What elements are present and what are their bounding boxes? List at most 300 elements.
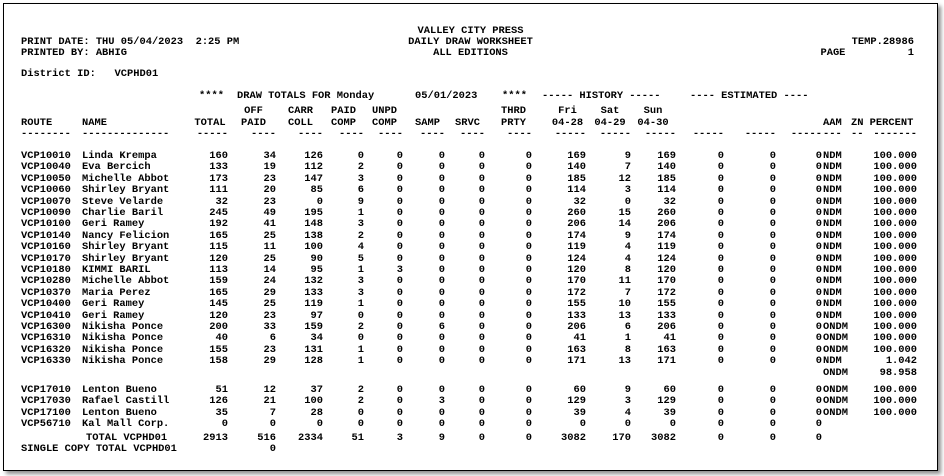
table-cell: 39 [663, 407, 676, 419]
table-cell: 0 [525, 407, 532, 419]
table-cell: Geri Ramey [82, 218, 145, 230]
table-cell: 100.000 [873, 395, 917, 407]
table-cell: NDM [823, 184, 842, 196]
column-header-top: Sat [600, 105, 620, 117]
table-cell: 9 [357, 196, 364, 208]
table-cell: 160 [209, 150, 228, 162]
table-cell: 114 [657, 184, 676, 196]
table-cell: 23 [263, 344, 276, 356]
table-cell: 0 [478, 395, 485, 407]
table-cell: 0 [478, 287, 485, 299]
table-cell: 0 [396, 384, 403, 396]
table-cell: 0 [769, 355, 776, 367]
table-cell: 126 [209, 395, 228, 407]
table-cell: 29 [263, 355, 276, 367]
table-cell: VCP16300 [21, 321, 71, 333]
table-cell: 0 [815, 218, 822, 230]
table-cell: 1.042 [885, 355, 917, 367]
table-cell: 0 [815, 161, 822, 173]
table-cell: 0 [438, 196, 445, 208]
header-underline: ----- [196, 129, 228, 140]
table-cell: 0 [769, 344, 776, 356]
table-cell: 1 [624, 332, 631, 344]
table-cell: 0 [525, 332, 532, 344]
header-underline: --- [823, 129, 842, 140]
totals-label: TOTAL VCPHD01 [86, 432, 168, 444]
table-cell: 0 [815, 287, 822, 299]
table-cell: 0 [769, 161, 776, 173]
header-underline: ---- [507, 129, 532, 140]
table-cell: 2 [357, 230, 364, 242]
table-cell: 0 [221, 418, 228, 430]
table-cell: 11 [618, 275, 631, 287]
table-cell: 0 [438, 150, 445, 162]
table-cell: 0 [396, 310, 403, 322]
table-cell: 32 [663, 196, 676, 208]
table-cell: 0 [438, 264, 445, 276]
table-cell: 124 [657, 253, 676, 265]
header-underline: -- [851, 129, 864, 140]
table-cell: 0 [624, 418, 631, 430]
table-cell: 0 [438, 173, 445, 185]
table-cell: VCP10160 [21, 241, 71, 253]
table-cell: 0 [717, 241, 724, 253]
table-cell: 0 [438, 161, 445, 173]
table-cell: 0 [478, 275, 485, 287]
table-cell: 119 [304, 298, 323, 310]
table-cell: ONDM [823, 332, 848, 344]
totals-cell: 170 [612, 432, 631, 444]
table-cell: 120 [567, 264, 586, 276]
table-cell: 1 [357, 344, 364, 356]
table-cell: 8 [624, 264, 631, 276]
table-cell: 21 [263, 395, 276, 407]
table-cell: 97 [310, 310, 323, 322]
table-cell: 0 [717, 173, 724, 185]
table-cell: 51 [215, 384, 228, 396]
table-cell: 9 [624, 230, 631, 242]
table-cell: 0 [525, 384, 532, 396]
table-cell: 10 [618, 298, 631, 310]
table-cell: 0 [525, 275, 532, 287]
table-cell: VCP10410 [21, 310, 71, 322]
table-cell: 100.000 [873, 230, 917, 242]
table-cell: 192 [209, 218, 228, 230]
table-cell: VCP17030 [21, 395, 71, 407]
table-cell: 0 [478, 321, 485, 333]
header-underline: ----- [599, 129, 631, 140]
header-underline: -------------- [82, 129, 170, 140]
table-cell: 100.000 [873, 310, 917, 322]
table-cell: 0 [525, 287, 532, 299]
table-cell: ONDM [823, 407, 848, 419]
table-cell: 120 [657, 264, 676, 276]
table-cell: 172 [567, 287, 586, 299]
table-cell: 40 [215, 332, 228, 344]
table-cell: 41 [263, 218, 276, 230]
table-cell: 0 [717, 344, 724, 356]
table-cell: 100.000 [873, 150, 917, 162]
single-copy-value: 0 [269, 443, 276, 455]
table-cell: 119 [657, 241, 676, 253]
table-cell: 165 [209, 230, 228, 242]
table-cell: 24 [263, 275, 276, 287]
totals-cell: 3082 [651, 432, 676, 444]
table-cell: 100.000 [873, 241, 917, 253]
table-cell: 100.000 [873, 161, 917, 173]
table-cell: 145 [209, 298, 228, 310]
table-cell: Charlie Baril [82, 207, 164, 219]
table-cell: VCP17010 [21, 384, 71, 396]
printed-by: PRINTED BY: ABHIG [21, 47, 128, 59]
table-cell: 113 [209, 264, 228, 276]
totals-cell: 2913 [203, 432, 228, 444]
table-cell: 0 [438, 407, 445, 419]
table-cell: 0 [478, 407, 485, 419]
table-cell: 0 [769, 418, 776, 430]
table-cell: 0 [769, 298, 776, 310]
table-cell: NDM [823, 218, 842, 230]
table-cell: 37 [310, 384, 323, 396]
table-cell: NDM [823, 196, 842, 208]
header-underline: ----- [644, 129, 676, 140]
table-cell: 0 [478, 384, 485, 396]
table-cell: 128 [304, 355, 323, 367]
column-header: PERCENT [869, 117, 914, 129]
table-cell: 0 [396, 218, 403, 230]
table-cell: 100.000 [873, 332, 917, 344]
table-cell: 9 [624, 150, 631, 162]
table-cell: 100.000 [873, 344, 917, 356]
table-cell: 124 [567, 253, 586, 265]
table-cell: VCP10010 [21, 150, 71, 162]
table-cell: 4 [624, 253, 631, 265]
table-cell: 3 [624, 184, 631, 196]
table-cell: 100.000 [873, 287, 917, 299]
table-cell: 0 [815, 384, 822, 396]
table-cell: 41 [573, 332, 586, 344]
table-cell: 114 [567, 184, 586, 196]
table-cell: 0 [525, 184, 532, 196]
table-cell: 0 [438, 384, 445, 396]
table-cell: 15 [618, 207, 631, 219]
table-cell: 195 [304, 207, 323, 219]
column-header: ROUTE [21, 117, 53, 129]
table-cell: 0 [478, 332, 485, 344]
table-cell: 0 [769, 264, 776, 276]
table-cell: Lenton Bueno [82, 407, 157, 419]
table-cell: 0 [478, 344, 485, 356]
column-header: COLL [288, 117, 313, 129]
table-cell: 6 [357, 184, 364, 196]
table-cell: 23 [263, 173, 276, 185]
table-cell: 100.000 [873, 184, 917, 196]
table-cell: 0 [525, 196, 532, 208]
column-header-top: Fri [558, 105, 577, 117]
table-cell: 0 [396, 332, 403, 344]
table-cell: 7 [624, 161, 631, 173]
table-cell: 0 [717, 275, 724, 287]
table-cell: 0 [396, 184, 403, 196]
table-cell: 0 [357, 418, 364, 430]
table-cell: 0 [478, 184, 485, 196]
table-cell: Linda Krempa [82, 150, 157, 162]
table-cell: 0 [525, 230, 532, 242]
header-underline: ----- [554, 129, 586, 140]
column-header: ZN [851, 117, 864, 129]
table-cell: 0 [815, 207, 822, 219]
table-cell: 0 [815, 310, 822, 322]
table-cell: 0 [396, 161, 403, 173]
table-cell: 0 [525, 218, 532, 230]
table-cell: 0 [438, 287, 445, 299]
report-subtitle: ALL EDITIONS [433, 47, 508, 59]
table-cell: 49 [263, 207, 276, 219]
table-cell: 0 [717, 161, 724, 173]
table-cell: 32 [215, 196, 228, 208]
table-cell: 0 [478, 173, 485, 185]
table-cell: VCP17100 [21, 407, 71, 419]
table-cell: 2 [357, 161, 364, 173]
totals-cell: 3 [396, 432, 403, 444]
table-cell: 1 [357, 298, 364, 310]
table-cell: 0 [525, 418, 532, 430]
table-cell: 23 [263, 196, 276, 208]
table-cell: 11 [263, 241, 276, 253]
table-cell: 1 [357, 207, 364, 219]
table-cell: 0 [815, 150, 822, 162]
table-cell: Nancy Felicion [82, 230, 170, 242]
table-cell: 0 [769, 332, 776, 344]
table-cell: 0 [396, 298, 403, 310]
table-cell: 0 [269, 418, 276, 430]
table-cell: 4 [624, 407, 631, 419]
table-cell: 0 [357, 150, 364, 162]
table-cell: 0 [396, 173, 403, 185]
table-cell: 140 [657, 161, 676, 173]
table-cell: 112 [304, 161, 323, 173]
column-header-top: Sun [643, 105, 663, 117]
table-cell: 0 [525, 395, 532, 407]
banner-stars-left: **** [199, 90, 224, 102]
table-cell: 14 [618, 218, 631, 230]
table-cell: 41 [663, 332, 676, 344]
table-cell: 0 [478, 196, 485, 208]
table-cell: 12 [263, 384, 276, 396]
table-cell: 0 [357, 332, 364, 344]
table-cell: VCP10050 [21, 173, 71, 185]
table-cell: 3 [357, 287, 364, 299]
table-cell: 0 [525, 173, 532, 185]
table-cell: 129 [567, 395, 586, 407]
table-cell: 0 [478, 241, 485, 253]
table-cell: 171 [567, 355, 586, 367]
table-cell: 95 [310, 264, 323, 276]
table-cell: 0 [525, 344, 532, 356]
table-cell: 25 [263, 230, 276, 242]
table-cell: Kal Mall Corp. [82, 418, 170, 430]
table-cell: 1 [357, 264, 364, 276]
table-cell: Geri Ramey [82, 298, 145, 310]
table-cell: 0 [396, 150, 403, 162]
table-cell: 0 [438, 253, 445, 265]
table-cell: 0 [525, 241, 532, 253]
table-cell: 0 [396, 407, 403, 419]
table-cell: 155 [209, 344, 228, 356]
table-cell: Shirley Bryant [82, 241, 170, 253]
table-cell: Nikisha Ponce [82, 344, 164, 356]
table-cell: 0 [525, 321, 532, 333]
table-cell: 0 [478, 230, 485, 242]
table-cell: 0 [769, 287, 776, 299]
table-cell: Nikisha Ponce [82, 321, 164, 333]
table-cell: 0 [396, 321, 403, 333]
table-cell: 0 [438, 184, 445, 196]
table-cell: 0 [769, 184, 776, 196]
header-underline: ------- [873, 129, 917, 140]
table-cell: 0 [815, 332, 822, 344]
table-cell: 3 [438, 395, 445, 407]
table-cell: Rafael Castill [82, 395, 170, 407]
column-header: AAM [823, 117, 842, 129]
table-cell: VCP16330 [21, 355, 71, 367]
table-cell: NDM [823, 150, 842, 162]
table-cell: 29 [263, 287, 276, 299]
print-date: PRINT DATE: THU 05/04/2023 2:25 PM [21, 36, 240, 48]
table-cell: 0 [815, 344, 822, 356]
table-cell: 0 [438, 218, 445, 230]
table-cell: 0 [815, 264, 822, 276]
table-cell: 100 [304, 395, 323, 407]
header-underline: ---- [298, 129, 323, 140]
table-cell: 0 [769, 196, 776, 208]
table-cell: NDM [823, 241, 842, 253]
table-cell: 0 [815, 355, 822, 367]
table-cell: 0 [438, 310, 445, 322]
table-cell: 7 [269, 407, 276, 419]
table-cell: 32 [573, 196, 586, 208]
table-cell: NDM [823, 253, 842, 265]
table-cell: 20 [263, 184, 276, 196]
table-cell: ONDM [823, 384, 848, 396]
banner-history: ----- HISTORY ----- [542, 90, 661, 102]
totals-cell: 9 [438, 432, 445, 444]
table-cell: 100.000 [873, 173, 917, 185]
totals-cell: 516 [257, 432, 276, 444]
table-cell: 60 [663, 384, 676, 396]
table-cell: 133 [304, 287, 323, 299]
column-header: TOTAL [194, 117, 226, 129]
table-cell: 165 [209, 287, 228, 299]
company-name: VALLEY CITY PRESS [417, 25, 524, 37]
column-header-top: PAID [331, 105, 356, 117]
table-cell: ONDM [823, 344, 848, 356]
table-cell: 0 [717, 287, 724, 299]
table-cell: 0 [717, 150, 724, 162]
table-cell: 0 [438, 355, 445, 367]
column-header-top: CARR [288, 105, 313, 117]
table-cell: 14 [263, 264, 276, 276]
table-cell: 0 [815, 173, 822, 185]
column-header: PRTY [501, 117, 526, 129]
table-cell: 0 [478, 150, 485, 162]
table-cell: 0 [815, 275, 822, 287]
table-cell: 0 [316, 418, 323, 430]
table-cell: 119 [567, 241, 586, 253]
table-cell: 245 [209, 207, 228, 219]
table-cell: 100.000 [873, 407, 917, 419]
table-cell: 0 [438, 207, 445, 219]
table-cell: NDM [823, 275, 842, 287]
table-cell: 34 [263, 150, 276, 162]
single-copy-label: SINGLE COPY TOTAL VCPHD01 [21, 443, 177, 455]
table-cell: 0 [525, 150, 532, 162]
table-cell: 60 [573, 384, 586, 396]
column-header-top: THRD [501, 105, 526, 117]
table-cell: 3 [624, 395, 631, 407]
table-cell: 159 [209, 275, 228, 287]
table-cell: 0 [815, 184, 822, 196]
table-cell: 28 [310, 407, 323, 419]
table-cell: NDM [823, 173, 842, 185]
table-cell: 33 [263, 321, 276, 333]
table-cell: ONDM [823, 321, 848, 333]
table-cell: 0 [717, 407, 724, 419]
table-cell: 100.000 [873, 321, 917, 333]
table-cell: 206 [567, 218, 586, 230]
table-cell: 0 [438, 230, 445, 242]
table-cell: 206 [657, 321, 676, 333]
header-underline: ----- [744, 129, 776, 140]
table-cell: Shirley Bryant [82, 253, 170, 265]
table-cell: 172 [657, 287, 676, 299]
table-cell: 0 [525, 355, 532, 367]
table-cell: 120 [209, 310, 228, 322]
table-cell: 0 [769, 275, 776, 287]
table-cell: 0 [769, 310, 776, 322]
table-cell: Michelle Abbot [82, 173, 170, 185]
table-cell: 170 [567, 275, 586, 287]
table-cell: 129 [657, 395, 676, 407]
table-cell: 4 [624, 241, 631, 253]
table-cell: 0 [357, 310, 364, 322]
table-cell: VCP10040 [21, 161, 71, 173]
table-cell: 85 [310, 184, 323, 196]
banner-stars-right: **** [502, 90, 527, 102]
table-cell: 0 [717, 230, 724, 242]
table-cell: 90 [310, 253, 323, 265]
table-cell: 12 [618, 173, 631, 185]
table-cell: 0 [717, 184, 724, 196]
table-cell: 0 [316, 196, 323, 208]
report-title: DAILY DRAW WORKSHEET [408, 36, 533, 48]
table-cell: 0 [815, 321, 822, 333]
table-cell: 0 [478, 264, 485, 276]
table-cell: 0 [525, 264, 532, 276]
column-header: NAME [82, 117, 107, 129]
table-cell: 0 [717, 321, 724, 333]
table-cell: 100.000 [873, 275, 917, 287]
table-cell: 111 [209, 184, 228, 196]
table-cell: 19 [263, 161, 276, 173]
report-frame [3, 3, 938, 471]
table-cell: 6 [438, 321, 445, 333]
table-cell: VCP10100 [21, 218, 71, 230]
table-cell: 0 [717, 355, 724, 367]
table-cell: 0 [478, 298, 485, 310]
temp-id: TEMP.28986 [851, 36, 914, 48]
table-cell: 3 [357, 275, 364, 287]
